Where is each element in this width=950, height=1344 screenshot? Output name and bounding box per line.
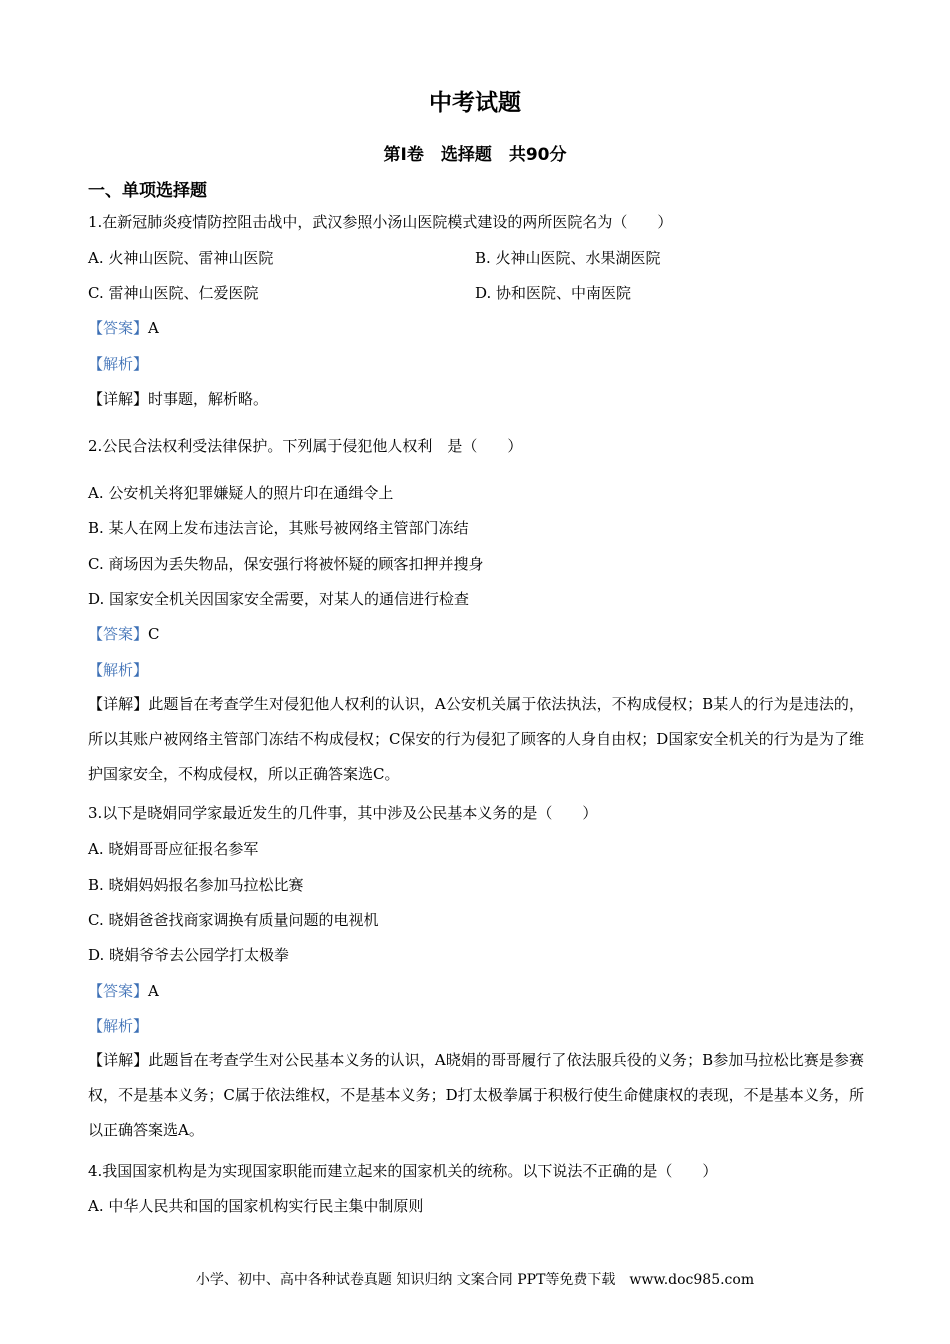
answer-label: 【答案】 xyxy=(88,982,149,1000)
question-1-detail: 【详解】时事题，解析略。 xyxy=(88,390,269,408)
question-1-option-c: C. 雷神山医院、仁爱医院 xyxy=(88,284,259,302)
question-2-option-a: A. 公安机关将犯罪嫌疑人的照片印在通缉令上 xyxy=(88,484,394,502)
question-2-detail: 【详解】此题旨在考查学生对侵犯他人权利的认识，A公安机关属于依法执法，不构成侵权；B某人的行为是违法的，所以其账户被网络主管部门冻结不构成侵权；C保安的行为侵犯了顾客的人身自由权；D国家安全机关的行为是为了维护国家安全，不构成侵权，所以正确答案选C。 xyxy=(88,695,864,783)
question-3-answer xyxy=(88,981,159,1001)
question-3-detail: 【详解】此题旨在考查学生对公民基本义务的认识，A晓娟的哥哥履行了依法服兵役的义务；B参加马拉松比赛是参赛权，不是基本义务；C属于依法维权，不是基本义务；D打太极拳属于积极行使生命健康权的表现，不是基本义务，所以正确答案选A。 xyxy=(88,1051,864,1139)
answer-value: A xyxy=(148,319,159,337)
answer-value: C xyxy=(148,625,160,643)
document-subtitle: 第Ⅰ卷 选择题 共90分 xyxy=(383,145,567,165)
question-1-analysis-label: 【解析】 xyxy=(88,355,149,373)
answer-label: 【答案】 xyxy=(88,625,149,643)
question-2-stem: 2.公民合法权利受法律保护。下列属于侵犯他人权利 是（ ） xyxy=(88,437,523,455)
question-2-analysis-label: 【解析】 xyxy=(88,661,149,679)
question-3-option-d: D. 晓娟爷爷去公园学打太极拳 xyxy=(88,946,290,964)
question-2-option-d: D. 国家安全机关因国家安全需要，对某人的通信进行检查 xyxy=(88,590,470,608)
question-1-answer xyxy=(88,318,159,338)
question-2-option-c: C. 商场因为丢失物品，保安强行将被怀疑的顾客扣押并搜身 xyxy=(88,555,484,573)
document-title: 中考试题 xyxy=(429,90,521,116)
question-3-analysis-label: 【解析】 xyxy=(88,1017,149,1035)
question-4-option-a: A. 中华人民共和国的国家机构实行民主集中制原则 xyxy=(88,1197,424,1215)
question-2-answer xyxy=(88,624,160,644)
question-3-option-b: B. 晓娟妈妈报名参加马拉松比赛 xyxy=(88,876,304,894)
question-2-option-b: B. 某人在网上发布违法言论，其账号被网络主管部门冻结 xyxy=(88,519,469,537)
question-1-stem: 1.在新冠肺炎疫情防控阻击战中，武汉参照小汤山医院模式建设的两所医院名为（ ） xyxy=(88,213,673,231)
page-footer: 小学、初中、高中各种试卷真题 知识归纳 文案合同 PPT等免费下载 www.doc985.com xyxy=(195,1272,755,1288)
question-3-stem: 3.以下是晓娟同学家最近发生的几件事，其中涉及公民基本义务的是（ ） xyxy=(88,804,598,822)
question-1-option-b: B. 火神山医院、水果湖医院 xyxy=(475,249,661,267)
answer-label: 【答案】 xyxy=(88,319,149,337)
question-1-option-a: A. 火神山医院、雷神山医院 xyxy=(88,249,274,267)
question-3-option-a: A. 晓娟哥哥应征报名参军 xyxy=(88,840,259,858)
answer-value: A xyxy=(148,982,159,1000)
question-3-option-c: C. 晓娟爸爸找商家调换有质量问题的电视机 xyxy=(88,911,379,929)
section-heading: 一、单项选择题 xyxy=(88,181,207,201)
question-4-stem: 4.我国国家机构是为实现国家职能而建立起来的国家机关的统称。以下说法不正确的是（ ） xyxy=(88,1162,718,1180)
question-1-option-d: D. 协和医院、中南医院 xyxy=(475,284,632,302)
